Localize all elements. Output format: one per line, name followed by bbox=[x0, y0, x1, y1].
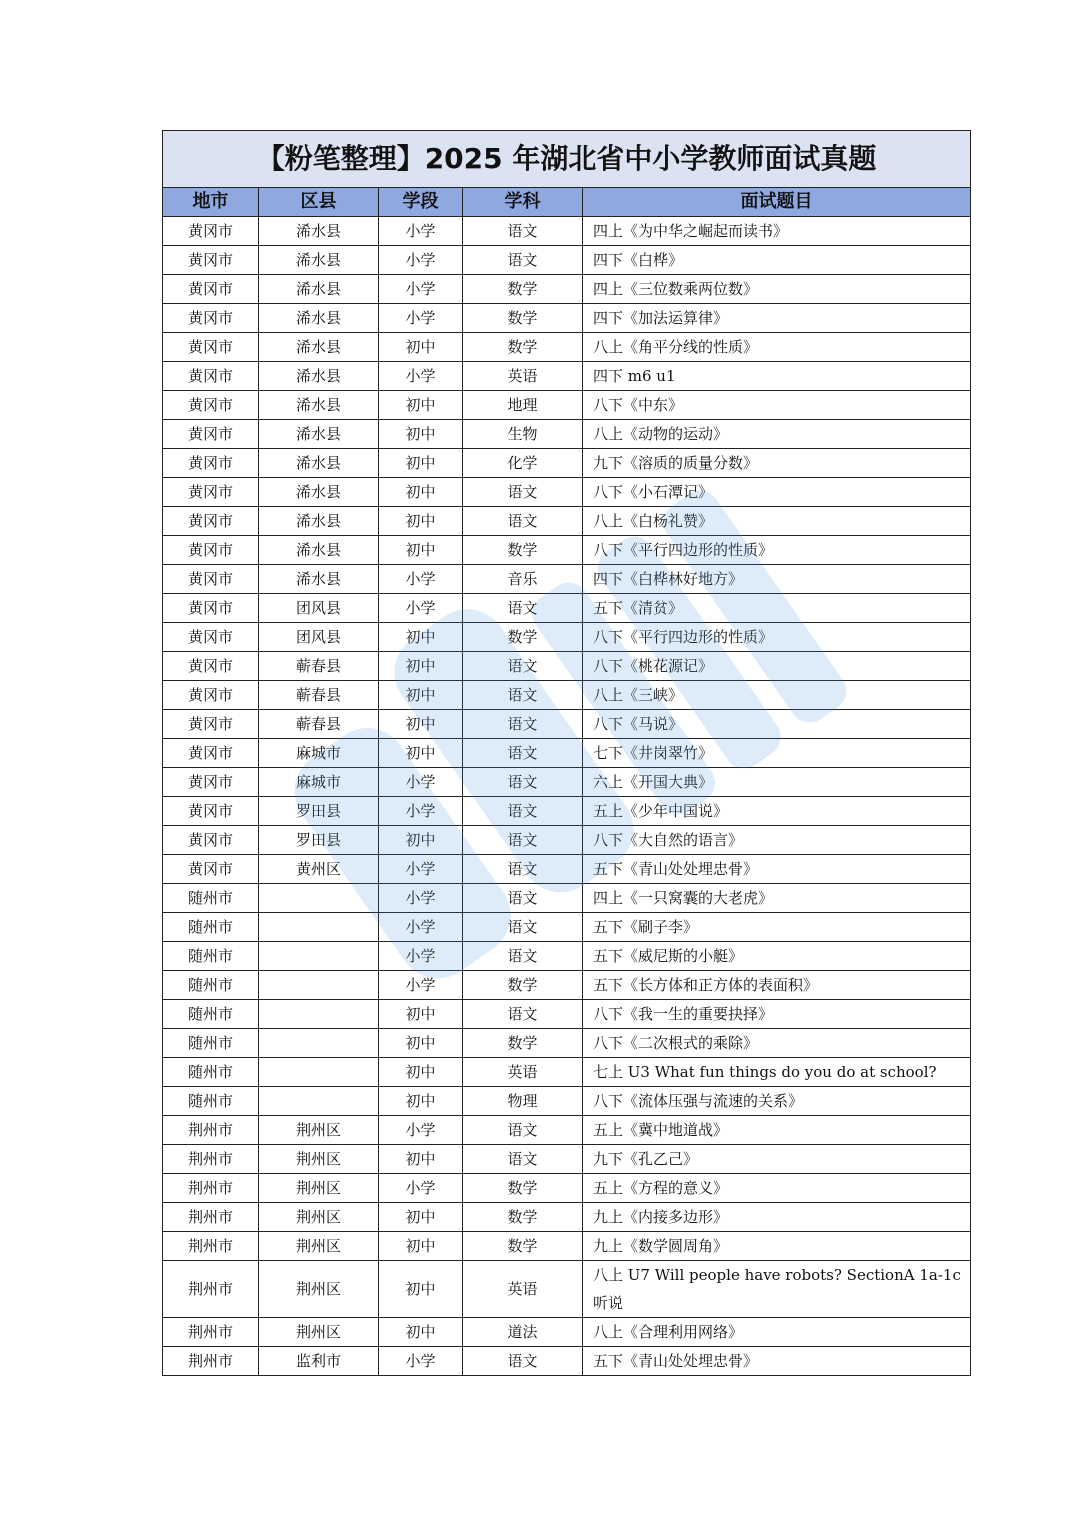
city-cell: 黄冈市 bbox=[163, 768, 259, 797]
district-cell bbox=[259, 1000, 379, 1029]
city-cell: 荆州市 bbox=[163, 1174, 259, 1203]
subject-cell: 语文 bbox=[463, 826, 583, 855]
subject-cell: 语文 bbox=[463, 217, 583, 246]
interview-questions-table bbox=[162, 130, 971, 1376]
question-cell: 四下《白桦林好地方》 bbox=[583, 565, 971, 594]
question-cell: 八上《三峡》 bbox=[583, 681, 971, 710]
table-row bbox=[163, 391, 971, 420]
subject-cell: 语文 bbox=[463, 710, 583, 739]
district-cell bbox=[259, 971, 379, 1000]
city-cell: 黄冈市 bbox=[163, 681, 259, 710]
school-level-cell: 小学 bbox=[379, 362, 463, 391]
question-cell: 四上《一只窝囊的大老虎》 bbox=[583, 884, 971, 913]
subject-cell: 化学 bbox=[463, 449, 583, 478]
district-cell: 荆州区 bbox=[259, 1232, 379, 1261]
school-level-cell: 小学 bbox=[379, 217, 463, 246]
column-header-district: 区县 bbox=[259, 188, 379, 217]
school-level-cell: 初中 bbox=[379, 710, 463, 739]
district-cell: 蕲春县 bbox=[259, 710, 379, 739]
school-level-cell: 小学 bbox=[379, 971, 463, 1000]
city-cell: 黄冈市 bbox=[163, 362, 259, 391]
school-level-cell: 初中 bbox=[379, 739, 463, 768]
city-cell: 黄冈市 bbox=[163, 478, 259, 507]
question-cell: 四上《为中华之崛起而读书》 bbox=[583, 217, 971, 246]
column-header-question: 面试题目 bbox=[583, 188, 971, 217]
district-cell: 浠水县 bbox=[259, 304, 379, 333]
table-row bbox=[163, 710, 971, 739]
column-header-school-level: 学段 bbox=[379, 188, 463, 217]
city-cell: 荆州市 bbox=[163, 1203, 259, 1232]
district-cell: 荆州区 bbox=[259, 1145, 379, 1174]
city-cell: 黄冈市 bbox=[163, 420, 259, 449]
subject-cell: 英语 bbox=[463, 1261, 583, 1318]
city-cell: 黄冈市 bbox=[163, 275, 259, 304]
school-level-cell: 初中 bbox=[379, 1232, 463, 1261]
question-cell: 五上《方程的意义》 bbox=[583, 1174, 971, 1203]
district-cell: 浠水县 bbox=[259, 507, 379, 536]
table-row bbox=[163, 594, 971, 623]
district-cell: 浠水县 bbox=[259, 275, 379, 304]
question-cell: 八下《二次根式的乘除》 bbox=[583, 1029, 971, 1058]
city-cell: 随州市 bbox=[163, 1087, 259, 1116]
subject-cell: 数学 bbox=[463, 971, 583, 1000]
question-cell: 七下《井岗翠竹》 bbox=[583, 739, 971, 768]
school-level-cell: 小学 bbox=[379, 1347, 463, 1376]
question-cell: 八下《大自然的语言》 bbox=[583, 826, 971, 855]
question-cell: 八上《角平分线的性质》 bbox=[583, 333, 971, 362]
table-row bbox=[163, 826, 971, 855]
question-cell: 五上《冀中地道战》 bbox=[583, 1116, 971, 1145]
question-cell: 四上《三位数乘两位数》 bbox=[583, 275, 971, 304]
table-row bbox=[163, 362, 971, 391]
city-cell: 黄冈市 bbox=[163, 565, 259, 594]
table-row bbox=[163, 1174, 971, 1203]
question-cell: 九下《孔乙己》 bbox=[583, 1145, 971, 1174]
subject-cell: 语文 bbox=[463, 246, 583, 275]
city-cell: 荆州市 bbox=[163, 1145, 259, 1174]
city-cell: 黄冈市 bbox=[163, 855, 259, 884]
city-cell: 黄冈市 bbox=[163, 333, 259, 362]
question-cell: 四下 m6 u1 bbox=[583, 362, 971, 391]
school-level-cell: 初中 bbox=[379, 333, 463, 362]
subject-cell: 语文 bbox=[463, 1116, 583, 1145]
city-cell: 荆州市 bbox=[163, 1116, 259, 1145]
city-cell: 黄冈市 bbox=[163, 826, 259, 855]
subject-cell: 生物 bbox=[463, 420, 583, 449]
school-level-cell: 初中 bbox=[379, 826, 463, 855]
school-level-cell: 小学 bbox=[379, 797, 463, 826]
table-row bbox=[163, 884, 971, 913]
question-cell: 八上《动物的运动》 bbox=[583, 420, 971, 449]
question-cell: 八上《白杨礼赞》 bbox=[583, 507, 971, 536]
question-cell: 八下《平行四边形的性质》 bbox=[583, 536, 971, 565]
city-cell: 黄冈市 bbox=[163, 623, 259, 652]
question-cell: 四下《白桦》 bbox=[583, 246, 971, 275]
table-title: 【粉笔整理】2025 年湖北省中小学教师面试真题 bbox=[163, 131, 971, 188]
table-row bbox=[163, 246, 971, 275]
table-row bbox=[163, 1116, 971, 1145]
subject-cell: 语文 bbox=[463, 884, 583, 913]
school-level-cell: 初中 bbox=[379, 681, 463, 710]
table-row bbox=[163, 1145, 971, 1174]
district-cell: 浠水县 bbox=[259, 246, 379, 275]
subject-cell: 语文 bbox=[463, 768, 583, 797]
school-level-cell: 小学 bbox=[379, 246, 463, 275]
city-cell: 随州市 bbox=[163, 942, 259, 971]
table-row bbox=[163, 623, 971, 652]
district-cell: 浠水县 bbox=[259, 478, 379, 507]
school-level-cell: 初中 bbox=[379, 536, 463, 565]
table-header-row bbox=[163, 188, 971, 217]
city-cell: 黄冈市 bbox=[163, 217, 259, 246]
district-cell: 荆州区 bbox=[259, 1261, 379, 1318]
city-cell: 黄冈市 bbox=[163, 449, 259, 478]
question-cell: 八下《流体压强与流速的关系》 bbox=[583, 1087, 971, 1116]
school-level-cell: 小学 bbox=[379, 1116, 463, 1145]
district-cell: 罗田县 bbox=[259, 826, 379, 855]
table-row bbox=[163, 507, 971, 536]
table-row bbox=[163, 971, 971, 1000]
subject-cell: 数学 bbox=[463, 304, 583, 333]
school-level-cell: 初中 bbox=[379, 1058, 463, 1087]
question-cell: 七上 U3 What fun things do you do at school? bbox=[583, 1058, 971, 1087]
table-row bbox=[163, 275, 971, 304]
district-cell: 浠水县 bbox=[259, 565, 379, 594]
table-row bbox=[163, 217, 971, 246]
question-cell: 八下《平行四边形的性质》 bbox=[583, 623, 971, 652]
question-cell: 八下《中东》 bbox=[583, 391, 971, 420]
school-level-cell: 小学 bbox=[379, 565, 463, 594]
city-cell: 随州市 bbox=[163, 1029, 259, 1058]
column-header-city: 地市 bbox=[163, 188, 259, 217]
subject-cell: 英语 bbox=[463, 1058, 583, 1087]
district-cell: 浠水县 bbox=[259, 391, 379, 420]
school-level-cell: 小学 bbox=[379, 304, 463, 333]
school-level-cell: 初中 bbox=[379, 478, 463, 507]
interview-questions-sheet bbox=[162, 130, 970, 1376]
school-level-cell: 初中 bbox=[379, 1145, 463, 1174]
question-cell: 八上《合理利用网络》 bbox=[583, 1318, 971, 1347]
table-row bbox=[163, 942, 971, 971]
district-cell: 浠水县 bbox=[259, 449, 379, 478]
question-cell: 八下《桃花源记》 bbox=[583, 652, 971, 681]
question-cell: 五下《青山处处埋忠骨》 bbox=[583, 1347, 971, 1376]
school-level-cell: 小学 bbox=[379, 1174, 463, 1203]
table-row bbox=[163, 565, 971, 594]
district-cell: 麻城市 bbox=[259, 768, 379, 797]
district-cell: 蕲春县 bbox=[259, 681, 379, 710]
question-cell: 八下《马说》 bbox=[583, 710, 971, 739]
subject-cell: 语文 bbox=[463, 594, 583, 623]
subject-cell: 语文 bbox=[463, 1000, 583, 1029]
district-cell: 黄州区 bbox=[259, 855, 379, 884]
table-row bbox=[163, 536, 971, 565]
city-cell: 荆州市 bbox=[163, 1261, 259, 1318]
table-row bbox=[163, 739, 971, 768]
school-level-cell: 初中 bbox=[379, 1087, 463, 1116]
district-cell bbox=[259, 913, 379, 942]
table-row bbox=[163, 681, 971, 710]
table-row bbox=[163, 1058, 971, 1087]
subject-cell: 物理 bbox=[463, 1087, 583, 1116]
question-cell: 八下《我一生的重要抉择》 bbox=[583, 1000, 971, 1029]
column-header-subject: 学科 bbox=[463, 188, 583, 217]
district-cell: 荆州区 bbox=[259, 1203, 379, 1232]
table-row bbox=[163, 1203, 971, 1232]
subject-cell: 数学 bbox=[463, 275, 583, 304]
city-cell: 黄冈市 bbox=[163, 391, 259, 420]
subject-cell: 语文 bbox=[463, 797, 583, 826]
table-row bbox=[163, 797, 971, 826]
district-cell: 监利市 bbox=[259, 1347, 379, 1376]
school-level-cell: 初中 bbox=[379, 1029, 463, 1058]
school-level-cell: 小学 bbox=[379, 913, 463, 942]
question-cell: 九上《内接多边形》 bbox=[583, 1203, 971, 1232]
school-level-cell: 小学 bbox=[379, 768, 463, 797]
school-level-cell: 初中 bbox=[379, 1261, 463, 1318]
city-cell: 荆州市 bbox=[163, 1232, 259, 1261]
subject-cell: 数学 bbox=[463, 623, 583, 652]
table-row bbox=[163, 333, 971, 362]
subject-cell: 数学 bbox=[463, 1232, 583, 1261]
district-cell: 罗田县 bbox=[259, 797, 379, 826]
question-cell: 五下《清贫》 bbox=[583, 594, 971, 623]
subject-cell: 语文 bbox=[463, 913, 583, 942]
question-cell: 五下《刷子李》 bbox=[583, 913, 971, 942]
city-cell: 黄冈市 bbox=[163, 797, 259, 826]
subject-cell: 语文 bbox=[463, 942, 583, 971]
city-cell: 黄冈市 bbox=[163, 246, 259, 275]
school-level-cell: 初中 bbox=[379, 652, 463, 681]
subject-cell: 道法 bbox=[463, 1318, 583, 1347]
school-level-cell: 初中 bbox=[379, 391, 463, 420]
district-cell: 荆州区 bbox=[259, 1318, 379, 1347]
district-cell: 麻城市 bbox=[259, 739, 379, 768]
question-cell: 九下《溶质的质量分数》 bbox=[583, 449, 971, 478]
district-cell: 荆州区 bbox=[259, 1116, 379, 1145]
school-level-cell: 初中 bbox=[379, 449, 463, 478]
school-level-cell: 小学 bbox=[379, 275, 463, 304]
subject-cell: 语文 bbox=[463, 681, 583, 710]
city-cell: 黄冈市 bbox=[163, 652, 259, 681]
subject-cell: 语文 bbox=[463, 507, 583, 536]
subject-cell: 英语 bbox=[463, 362, 583, 391]
table-row bbox=[163, 1029, 971, 1058]
school-level-cell: 小学 bbox=[379, 942, 463, 971]
table-row bbox=[163, 420, 971, 449]
city-cell: 黄冈市 bbox=[163, 507, 259, 536]
table-row bbox=[163, 768, 971, 797]
subject-cell: 地理 bbox=[463, 391, 583, 420]
table-row bbox=[163, 652, 971, 681]
city-cell: 随州市 bbox=[163, 1058, 259, 1087]
table-row bbox=[163, 855, 971, 884]
city-cell: 黄冈市 bbox=[163, 739, 259, 768]
school-level-cell: 初中 bbox=[379, 1318, 463, 1347]
district-cell bbox=[259, 942, 379, 971]
question-cell: 八下《小石潭记》 bbox=[583, 478, 971, 507]
district-cell: 团风县 bbox=[259, 623, 379, 652]
subject-cell: 音乐 bbox=[463, 565, 583, 594]
table-row bbox=[163, 1000, 971, 1029]
school-level-cell: 小学 bbox=[379, 594, 463, 623]
school-level-cell: 初中 bbox=[379, 623, 463, 652]
city-cell: 黄冈市 bbox=[163, 536, 259, 565]
table-row bbox=[163, 1347, 971, 1376]
table-row bbox=[163, 304, 971, 333]
table-row bbox=[163, 1318, 971, 1347]
subject-cell: 数学 bbox=[463, 1029, 583, 1058]
city-cell: 黄冈市 bbox=[163, 710, 259, 739]
district-cell bbox=[259, 884, 379, 913]
question-cell: 九上《数学圆周角》 bbox=[583, 1232, 971, 1261]
subject-cell: 数学 bbox=[463, 1203, 583, 1232]
school-level-cell: 初中 bbox=[379, 1203, 463, 1232]
table-row bbox=[163, 1087, 971, 1116]
district-cell: 浠水县 bbox=[259, 333, 379, 362]
city-cell: 黄冈市 bbox=[163, 304, 259, 333]
subject-cell: 语文 bbox=[463, 652, 583, 681]
school-level-cell: 小学 bbox=[379, 855, 463, 884]
question-cell: 五下《青山处处埋忠骨》 bbox=[583, 855, 971, 884]
district-cell bbox=[259, 1058, 379, 1087]
district-cell bbox=[259, 1087, 379, 1116]
question-cell: 五下《长方体和正方体的表面积》 bbox=[583, 971, 971, 1000]
subject-cell: 数学 bbox=[463, 333, 583, 362]
district-cell: 浠水县 bbox=[259, 420, 379, 449]
city-cell: 随州市 bbox=[163, 1000, 259, 1029]
school-level-cell: 小学 bbox=[379, 884, 463, 913]
school-level-cell: 初中 bbox=[379, 507, 463, 536]
district-cell: 荆州区 bbox=[259, 1174, 379, 1203]
city-cell: 随州市 bbox=[163, 913, 259, 942]
table-body bbox=[163, 217, 971, 1376]
subject-cell: 数学 bbox=[463, 536, 583, 565]
district-cell: 浠水县 bbox=[259, 536, 379, 565]
table-row bbox=[163, 1261, 971, 1318]
table-row bbox=[163, 478, 971, 507]
question-cell: 五上《少年中国说》 bbox=[583, 797, 971, 826]
district-cell: 团风县 bbox=[259, 594, 379, 623]
subject-cell: 数学 bbox=[463, 1174, 583, 1203]
subject-cell: 语文 bbox=[463, 855, 583, 884]
district-cell: 蕲春县 bbox=[259, 652, 379, 681]
question-cell: 八上 U7 Will people have robots? SectionA 1a-1c 听说 bbox=[583, 1261, 971, 1318]
district-cell bbox=[259, 1029, 379, 1058]
table-row bbox=[163, 913, 971, 942]
subject-cell: 语文 bbox=[463, 1347, 583, 1376]
question-cell: 五下《威尼斯的小艇》 bbox=[583, 942, 971, 971]
city-cell: 荆州市 bbox=[163, 1347, 259, 1376]
subject-cell: 语文 bbox=[463, 478, 583, 507]
school-level-cell: 初中 bbox=[379, 1000, 463, 1029]
district-cell: 浠水县 bbox=[259, 362, 379, 391]
city-cell: 荆州市 bbox=[163, 1318, 259, 1347]
city-cell: 随州市 bbox=[163, 884, 259, 913]
question-cell: 六上《开国大典》 bbox=[583, 768, 971, 797]
school-level-cell: 初中 bbox=[379, 420, 463, 449]
table-row bbox=[163, 1232, 971, 1261]
district-cell: 浠水县 bbox=[259, 217, 379, 246]
city-cell: 随州市 bbox=[163, 971, 259, 1000]
table-row bbox=[163, 449, 971, 478]
subject-cell: 语文 bbox=[463, 1145, 583, 1174]
question-cell: 四下《加法运算律》 bbox=[583, 304, 971, 333]
subject-cell: 语文 bbox=[463, 739, 583, 768]
city-cell: 黄冈市 bbox=[163, 594, 259, 623]
